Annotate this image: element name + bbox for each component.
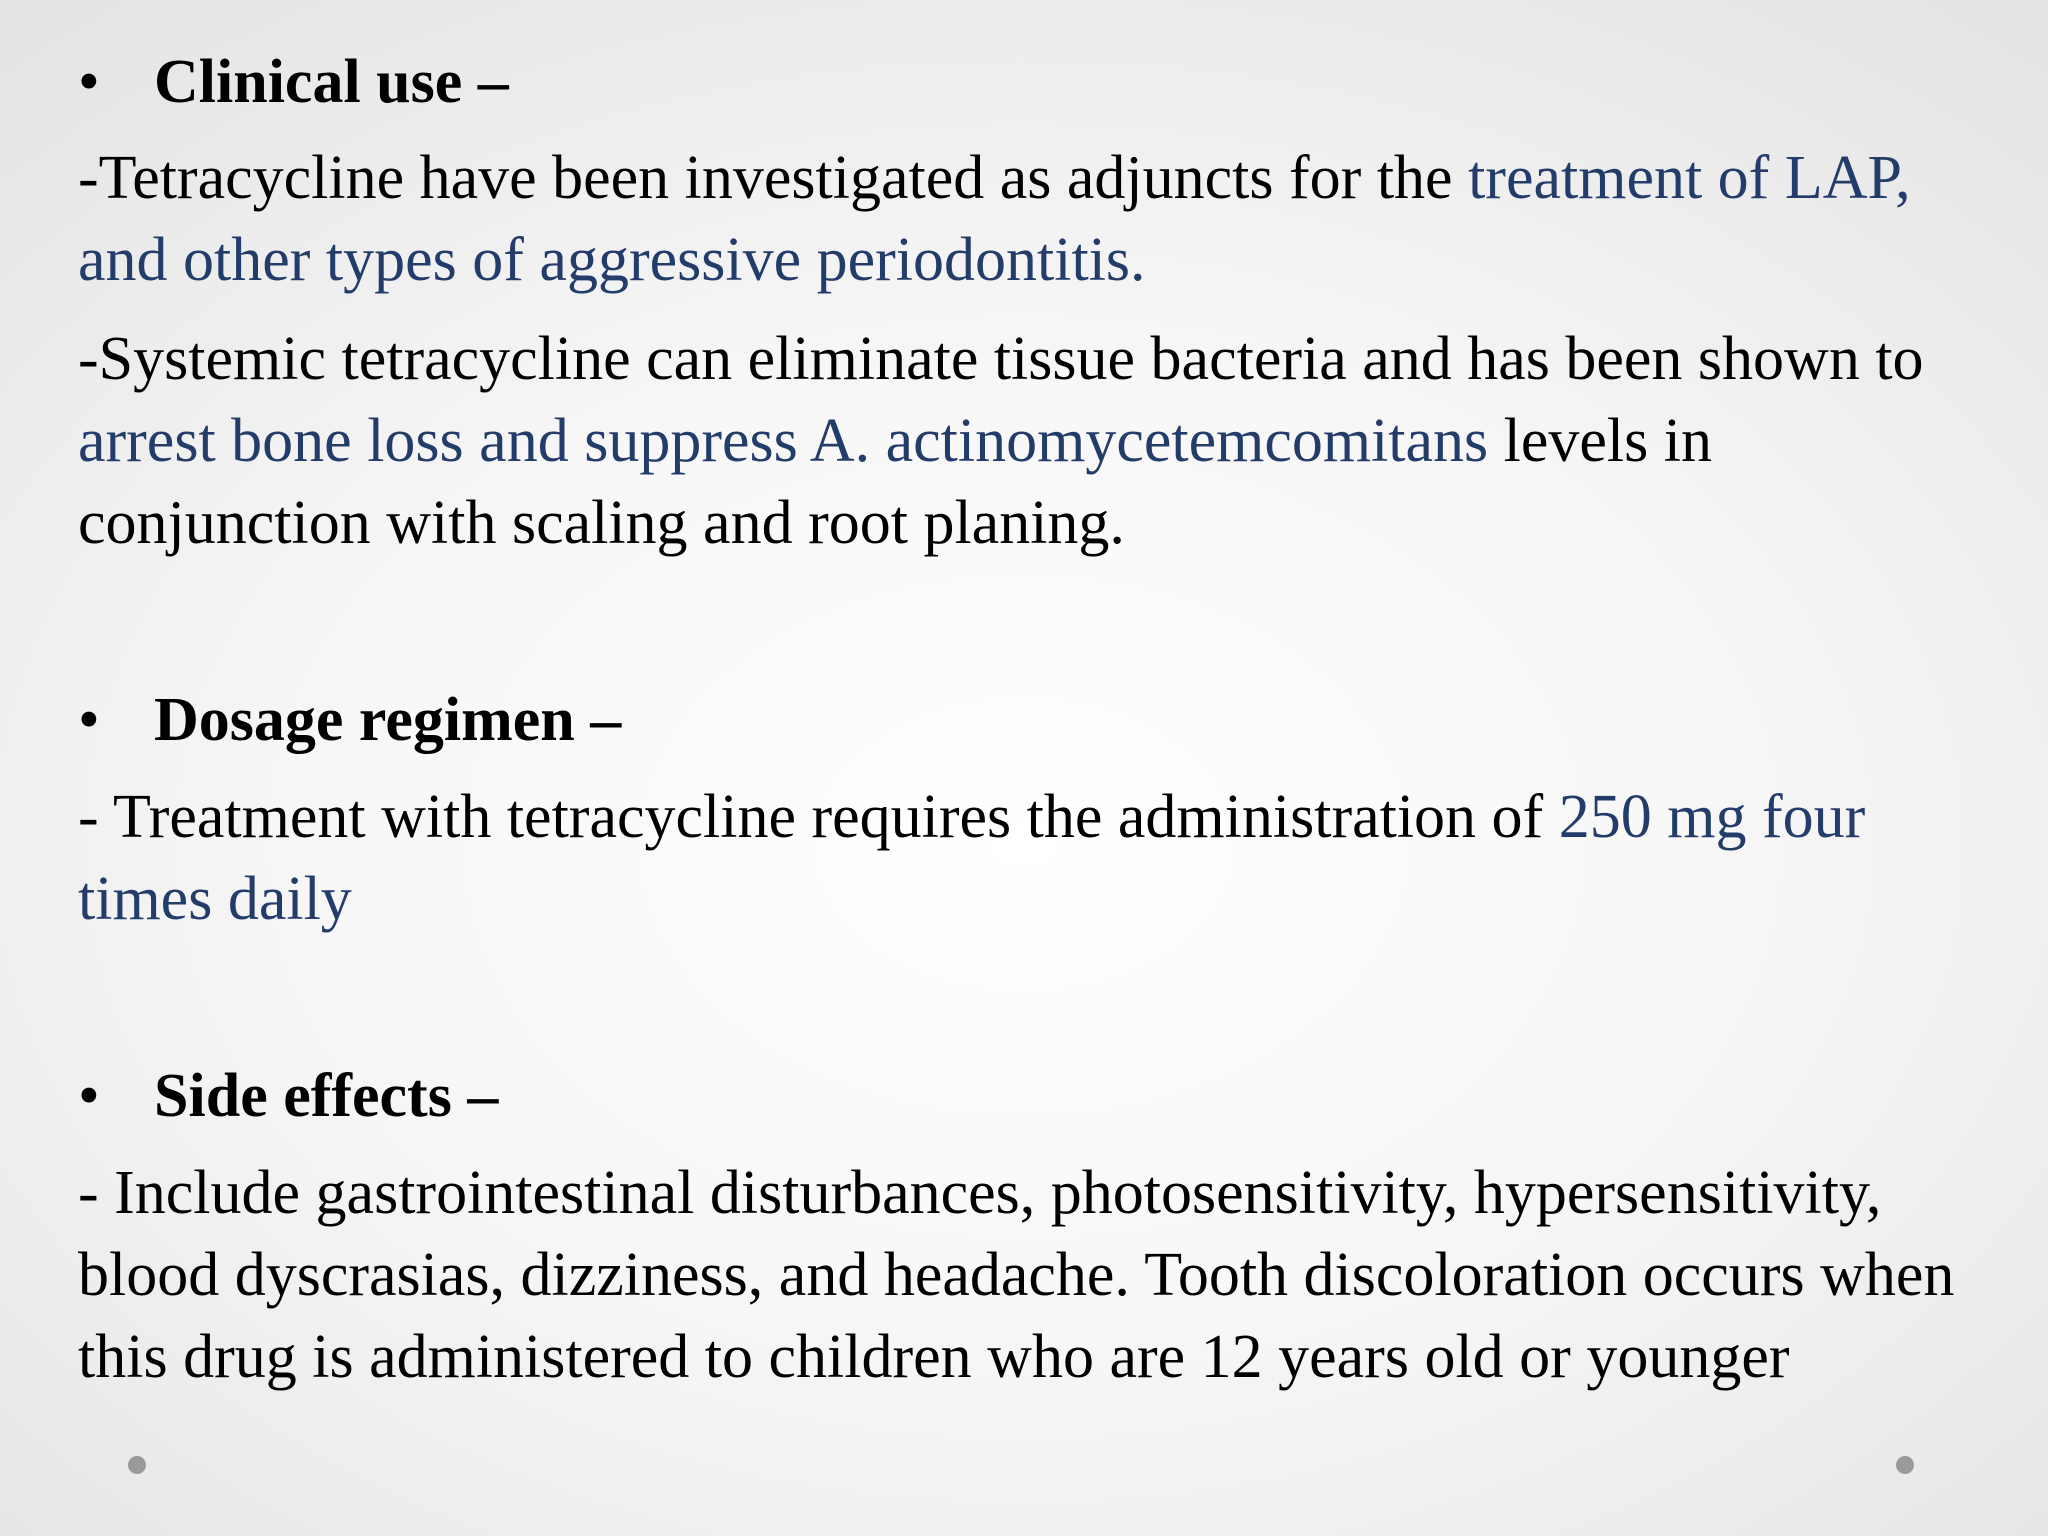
heading-text: Dosage regimen – — [154, 686, 622, 754]
highlighted-text: arrest bone loss and suppress A. actinomycetemcomitans — [78, 407, 1489, 475]
paragraph-text: -Tetracycline have been investigated as adjuncts for the — [78, 144, 1469, 212]
decorative-dot-right — [1896, 1456, 1914, 1474]
side-effects-paragraph-1 — [78, 1152, 1978, 1398]
heading-text: Side effects – — [154, 1062, 499, 1130]
clinical-paragraph-1 — [78, 137, 1978, 301]
decorative-dot-left — [128, 1456, 146, 1474]
bullet-icon: • — [78, 1062, 100, 1130]
highlighted-text: treatment of LAP, and other types of aggressive periodontitis. — [78, 144, 1911, 294]
heading-side-effects — [78, 1056, 498, 1136]
heading-dosage-regimen — [78, 680, 621, 760]
bullet-icon: • — [78, 48, 100, 116]
paragraph-text: levels in conjunction with scaling and root planing. — [78, 407, 1713, 557]
paragraph-text: - Treatment with tetracycline requires the administration of — [78, 783, 1559, 851]
clinical-paragraph-2 — [78, 318, 1978, 564]
paragraph-text: - Include gastrointestinal disturbances, photosensitivity, hypersensitivity, blood dyscrasias, dizziness, and headache. Tooth discoloration occurs when this drug is administered to children who are 12 years old or younger — [78, 1159, 1955, 1391]
heading-text: Clinical use – — [154, 48, 509, 116]
highlighted-text: 250 mg four times daily — [78, 783, 1866, 933]
paragraph-text: -Systemic tetracycline can eliminate tissue bacteria and has been shown to — [78, 325, 1924, 393]
bullet-icon: • — [78, 686, 100, 754]
heading-clinical-use — [78, 42, 509, 122]
dosage-paragraph-1 — [78, 776, 1978, 940]
